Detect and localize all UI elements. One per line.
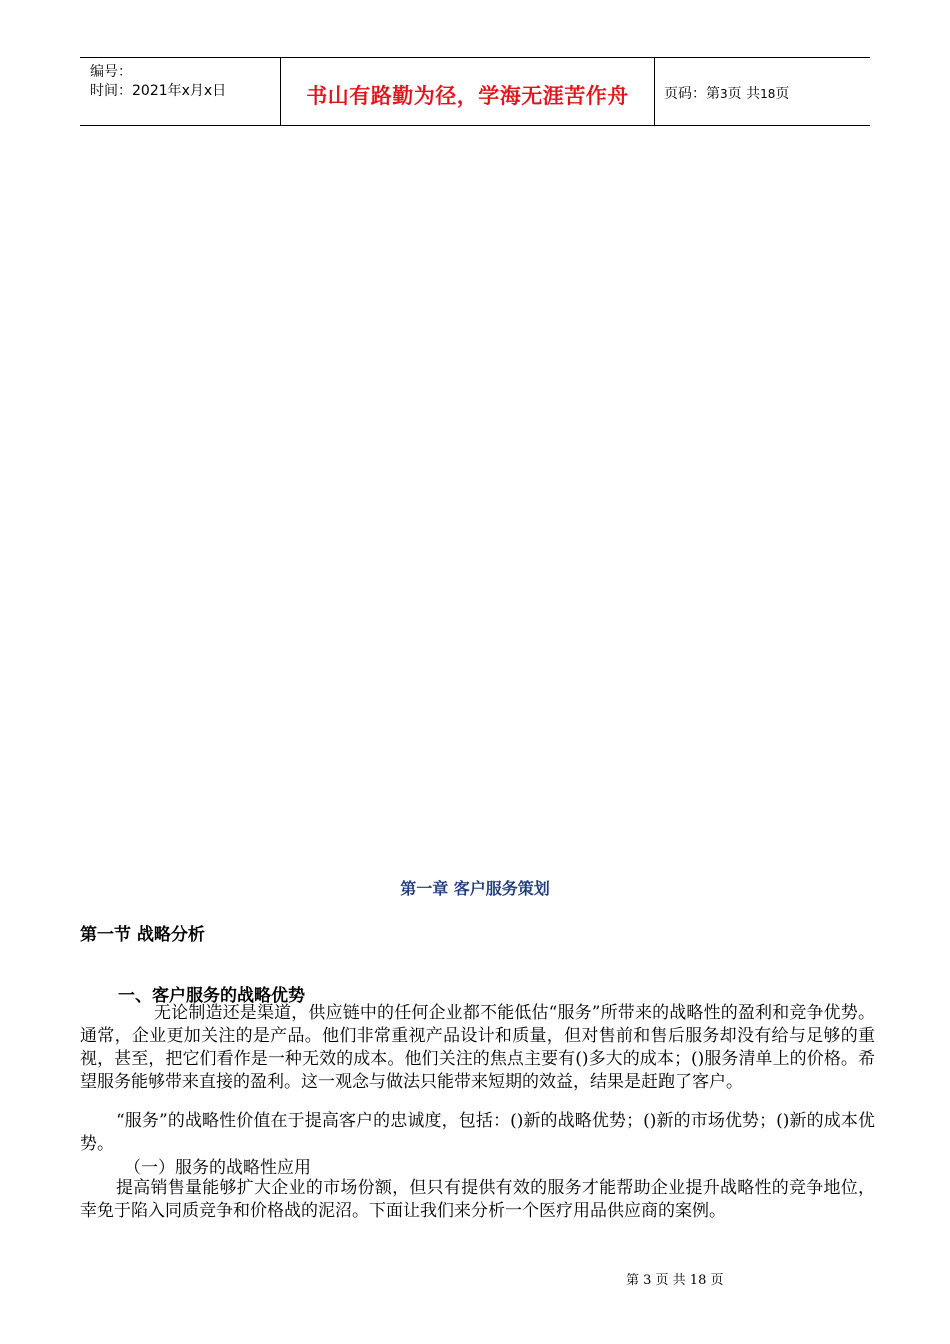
page-footer: 第 3 页 共 18 页 <box>626 1273 724 1288</box>
document-time-label: 时间：2021年x月x日 <box>90 83 227 99</box>
subsection-title: 一、客户服务的战略优势 <box>118 986 305 1006</box>
page-mid: 页 共 <box>727 86 761 102</box>
header-page-cell <box>655 58 870 125</box>
page-suffix: 页 <box>775 86 790 102</box>
paragraph-3: （一）服务的战略性应用 <box>124 1158 311 1178</box>
header-info-cell <box>80 58 281 125</box>
paragraph-1: 无论制造还是渠道，供应链中的任何企业都不能低估“服务”所带来的战略性的盈利和竞争优势。通常，企业更加关注的是产品。他们非常重视产品设计和质量，但对售前和售后服务却没有给与足够的重视，甚至，把它们看作是一种无效的成本。他们关注的焦点主要有()多大的成本；()服务清单上的价格。希望服务能够带来直接的盈利。这一观念与做法只能带来短期的效益，结果是赶跑了客户。 <box>80 1003 875 1092</box>
paragraph-4: 提高销售量能够扩大企业的市场份额，但只有提供有效的服务才能帮助企业提升战略性的竞争地位，幸免于陷入同质竞争和价格战的泥沼。下面让我们来分析一个医疗用品供应商的案例。 <box>80 1178 875 1221</box>
motto-text: 书山有路勤为径，学海无涯苦作舟 <box>306 84 629 108</box>
page-number: 3 <box>720 87 728 101</box>
page-prefix: 页码：第 <box>664 86 720 102</box>
header-page-label <box>664 83 789 103</box>
header-motto-cell <box>281 58 655 125</box>
section-title: 第一节 战略分析 <box>80 925 205 945</box>
chapter-title: 第一章 客户服务策划 <box>400 879 550 898</box>
page-total: 18 <box>760 87 776 101</box>
document-number-label: 编号： <box>90 64 132 80</box>
paragraph-2: “服务”的战略性价值在于提高客户的忠诚度，包括：()新的战略优势；()新的市场优势；()新的成本优势。 <box>80 1111 875 1154</box>
header-table <box>80 57 870 126</box>
